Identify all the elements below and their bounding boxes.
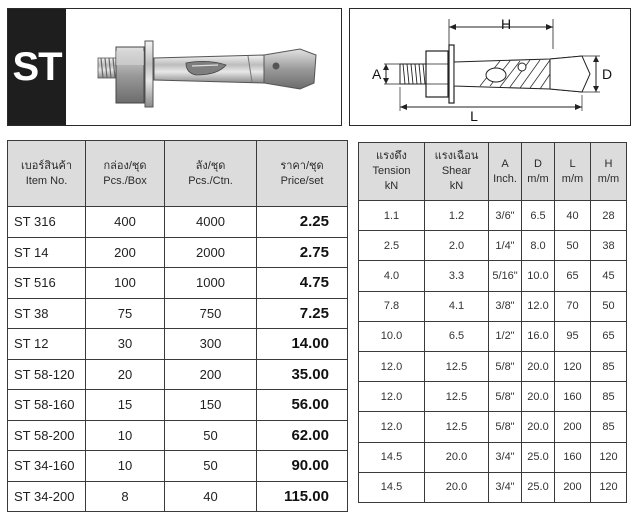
d-cell: 25.0 (522, 472, 555, 502)
spec-table (358, 142, 627, 503)
h-cell: 120 (591, 472, 627, 502)
pcs-ctn-cell: 750 (165, 298, 257, 329)
pcs-ctn-cell: 300 (165, 329, 257, 360)
tension-cell: 10.0 (359, 321, 425, 351)
pcs-ctn-cell: 200 (165, 359, 257, 390)
price-table-header-row (8, 141, 348, 207)
tension-cell: 2.5 (359, 231, 425, 261)
table-row (8, 237, 348, 268)
item-no-cell: ST 516 (8, 268, 86, 299)
header-pcs-box: กล่อง/ชุด Pcs./Box (86, 141, 165, 207)
l-cell: 160 (555, 442, 591, 472)
price-cell: 4.75 (257, 268, 348, 299)
table-row (359, 412, 627, 442)
table-row (8, 481, 348, 512)
h-cell: 120 (591, 442, 627, 472)
header-d: D m/m (522, 143, 555, 201)
header-shear: แรงเฉือน Shear kN (425, 143, 489, 201)
item-no-cell: ST 58-160 (8, 390, 86, 421)
price-cell: 115.00 (257, 481, 348, 512)
table-row (8, 390, 348, 421)
tension-cell: 14.5 (359, 472, 425, 502)
dimension-diagram-panel (349, 8, 631, 126)
a-cell: 3/4" (489, 472, 522, 502)
table-row (8, 268, 348, 299)
price-cell: 56.00 (257, 390, 348, 421)
tension-cell: 7.8 (359, 291, 425, 321)
dimension-label-l: L (470, 108, 478, 124)
header-pcs-ctn: ลัง/ชุด Pcs./Ctn. (165, 141, 257, 207)
a-cell: 5/8" (489, 351, 522, 381)
a-cell: 1/2" (489, 321, 522, 351)
pcs-ctn-cell: 2000 (165, 237, 257, 268)
tension-cell: 12.0 (359, 412, 425, 442)
item-no-cell: ST 14 (8, 237, 86, 268)
header-h: H m/m (591, 143, 627, 201)
tension-cell: 1.1 (359, 201, 425, 231)
table-row (359, 442, 627, 472)
product-photo-panel (7, 8, 342, 126)
tension-cell: 12.0 (359, 382, 425, 412)
d-cell: 12.0 (522, 291, 555, 321)
h-cell: 85 (591, 351, 627, 381)
l-cell: 65 (555, 261, 591, 291)
product-code-badge: ST (8, 9, 66, 125)
pcs-box-cell: 10 (86, 420, 165, 451)
price-cell: 62.00 (257, 420, 348, 451)
l-cell: 160 (555, 382, 591, 412)
l-cell: 200 (555, 472, 591, 502)
pcs-box-cell: 10 (86, 451, 165, 482)
anchor-bolt-photo (68, 9, 341, 125)
table-row (8, 359, 348, 390)
shear-cell: 1.2 (425, 201, 489, 231)
table-row (359, 291, 627, 321)
dimension-diagram (350, 9, 629, 124)
a-cell: 3/8" (489, 291, 522, 321)
tension-cell: 12.0 (359, 351, 425, 381)
header-price-set: ราคา/ชุด Price/set (257, 141, 348, 207)
table-row (8, 329, 348, 360)
header-a: A Inch. (489, 143, 522, 201)
pcs-box-cell: 20 (86, 359, 165, 390)
pcs-ctn-cell: 50 (165, 451, 257, 482)
shear-cell: 20.0 (425, 472, 489, 502)
a-cell: 5/8" (489, 412, 522, 442)
h-cell: 28 (591, 201, 627, 231)
shear-cell: 20.0 (425, 442, 489, 472)
dimension-label-a: A (372, 66, 382, 82)
d-cell: 25.0 (522, 442, 555, 472)
a-cell: 3/6" (489, 201, 522, 231)
anchor-bolt-image (68, 9, 342, 124)
pcs-box-cell: 75 (86, 298, 165, 329)
pcs-box-cell: 30 (86, 329, 165, 360)
price-cell: 35.00 (257, 359, 348, 390)
shear-cell: 12.5 (425, 351, 489, 381)
spec-table-header-row (359, 143, 627, 201)
table-row (8, 451, 348, 482)
dimension-label-h: H (500, 16, 512, 32)
pcs-box-cell: 8 (86, 481, 165, 512)
d-cell: 6.5 (522, 201, 555, 231)
l-cell: 70 (555, 291, 591, 321)
header-l: L m/m (555, 143, 591, 201)
header-item-no: เบอร์สินค้า Item No. (8, 141, 86, 207)
table-row (359, 231, 627, 261)
dimension-label-d: D (602, 66, 613, 82)
h-cell: 65 (591, 321, 627, 351)
shear-cell: 4.1 (425, 291, 489, 321)
h-cell: 38 (591, 231, 627, 261)
item-no-cell: ST 38 (8, 298, 86, 329)
pcs-box-cell: 400 (86, 207, 165, 238)
pcs-box-cell: 15 (86, 390, 165, 421)
d-cell: 16.0 (522, 321, 555, 351)
pcs-ctn-cell: 1000 (165, 268, 257, 299)
table-row (8, 420, 348, 451)
table-row (359, 382, 627, 412)
pcs-ctn-cell: 50 (165, 420, 257, 451)
tension-cell: 14.5 (359, 442, 425, 472)
price-cell: 90.00 (257, 451, 348, 482)
header-tension: แรงดึง Tension kN (359, 143, 425, 201)
shear-cell: 6.5 (425, 321, 489, 351)
table-row (359, 351, 627, 381)
h-cell: 85 (591, 412, 627, 442)
h-cell: 85 (591, 382, 627, 412)
table-row (8, 298, 348, 329)
shear-cell: 12.5 (425, 412, 489, 442)
d-cell: 20.0 (522, 382, 555, 412)
a-cell: 5/8" (489, 382, 522, 412)
shear-cell: 3.3 (425, 261, 489, 291)
item-no-cell: ST 58-120 (8, 359, 86, 390)
l-cell: 200 (555, 412, 591, 442)
price-cell: 2.25 (257, 207, 348, 238)
h-cell: 50 (591, 291, 627, 321)
tension-cell: 4.0 (359, 261, 425, 291)
l-cell: 120 (555, 351, 591, 381)
table-row (359, 261, 627, 291)
price-cell: 7.25 (257, 298, 348, 329)
d-cell: 10.0 (522, 261, 555, 291)
item-no-cell: ST 316 (8, 207, 86, 238)
d-cell: 20.0 (522, 351, 555, 381)
a-cell: 5/16" (489, 261, 522, 291)
d-cell: 20.0 (522, 412, 555, 442)
table-row (359, 472, 627, 502)
item-no-cell: ST 34-200 (8, 481, 86, 512)
pcs-ctn-cell: 40 (165, 481, 257, 512)
price-cell: 2.75 (257, 237, 348, 268)
pcs-box-cell: 200 (86, 237, 165, 268)
item-no-cell: ST 58-200 (8, 420, 86, 451)
h-cell: 45 (591, 261, 627, 291)
item-no-cell: ST 34-160 (8, 451, 86, 482)
table-row (359, 321, 627, 351)
item-no-cell: ST 12 (8, 329, 86, 360)
table-row (8, 207, 348, 238)
shear-cell: 2.0 (425, 231, 489, 261)
shear-cell: 12.5 (425, 382, 489, 412)
pcs-box-cell: 100 (86, 268, 165, 299)
a-cell: 3/4" (489, 442, 522, 472)
price-cell: 14.00 (257, 329, 348, 360)
d-cell: 8.0 (522, 231, 555, 261)
table-row (359, 201, 627, 231)
pcs-ctn-cell: 4000 (165, 207, 257, 238)
l-cell: 95 (555, 321, 591, 351)
l-cell: 50 (555, 231, 591, 261)
a-cell: 1/4" (489, 231, 522, 261)
l-cell: 40 (555, 201, 591, 231)
pcs-ctn-cell: 150 (165, 390, 257, 421)
price-table (7, 140, 348, 512)
